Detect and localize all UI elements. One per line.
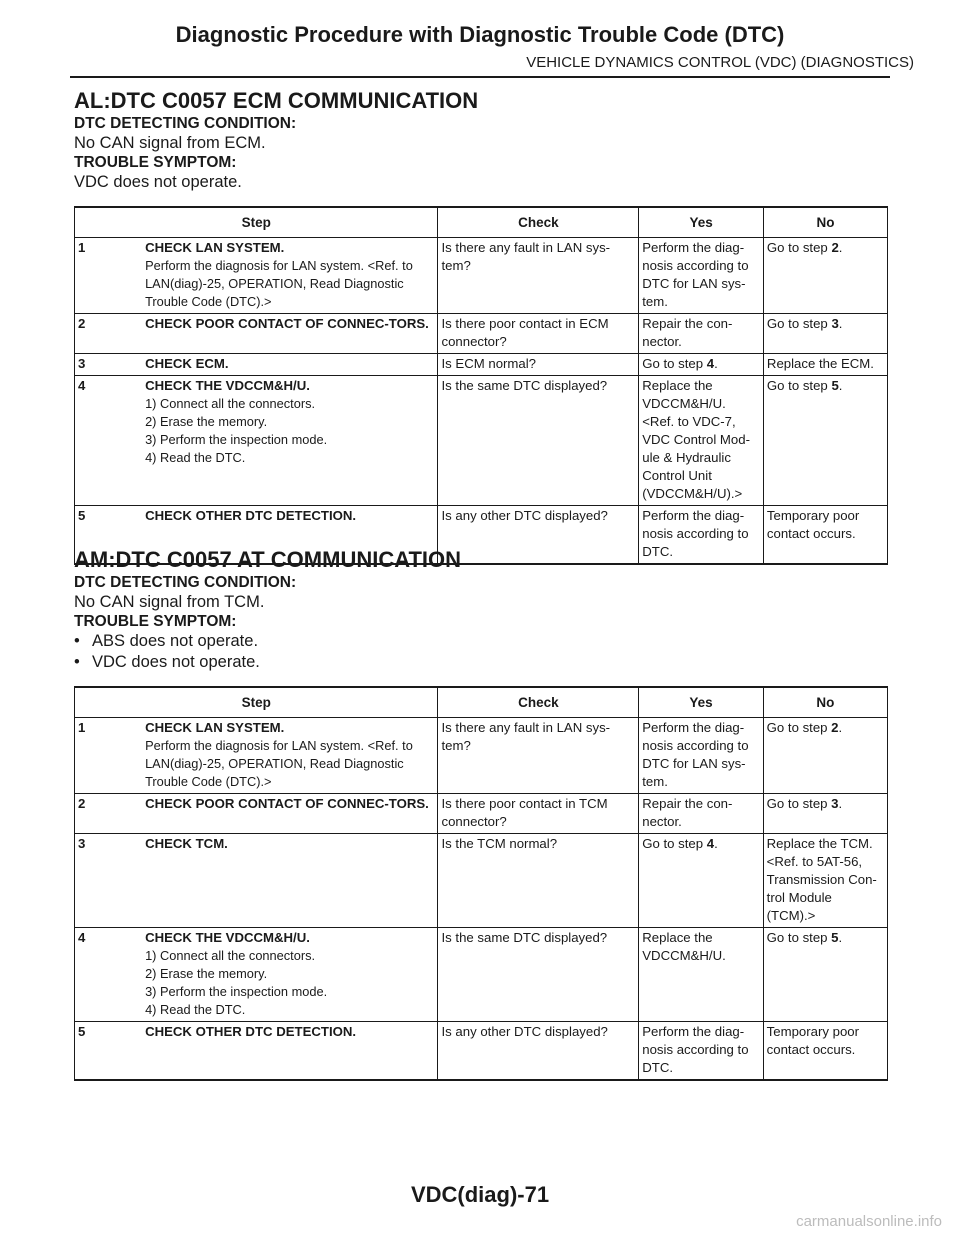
step-cell xyxy=(142,718,438,794)
table-row xyxy=(75,354,888,376)
step-title: CHECK POOR CONTACT OF CONNEC-TORS. xyxy=(145,796,429,811)
no-cell xyxy=(763,794,887,834)
section-am-condition-text: No CAN signal from TCM. xyxy=(74,593,265,611)
table-header-row xyxy=(75,687,888,718)
substep: 4) Read the DTC. xyxy=(145,1002,246,1017)
section-am-symptom-label: TROUBLE SYMPTOM: xyxy=(74,613,237,630)
yes-cell xyxy=(639,834,763,928)
goto-step-number: 2 xyxy=(831,720,839,735)
step-number: 4 xyxy=(75,928,143,1022)
step-substeps xyxy=(145,947,434,1019)
substep: 1) Connect all the connectors. xyxy=(145,948,316,963)
step-cell xyxy=(142,794,438,834)
step-number: 2 xyxy=(75,794,143,834)
check-header: Check xyxy=(438,207,639,238)
check-cell: Is any other DTC displayed? xyxy=(438,506,639,565)
goto-suffix: . xyxy=(838,930,843,945)
check-cell: Is any other DTC displayed? xyxy=(438,1022,639,1081)
step-title: CHECK THE VDCCM&H/U. xyxy=(145,930,310,945)
step-number: 2 xyxy=(75,314,143,354)
no-cell: Temporary poor contact occurs. xyxy=(763,1022,887,1081)
no-cell: Replace the ECM. xyxy=(763,354,887,376)
symptom-bullet-text: VDC does not operate. xyxy=(92,653,260,671)
table-row xyxy=(75,238,888,314)
goto-text: Go to step xyxy=(766,930,832,945)
section-al-symptom-text: VDC does not operate. xyxy=(74,173,242,191)
goto-step-number: 3 xyxy=(831,796,839,811)
yes-header: Yes xyxy=(639,207,764,238)
goto-text: Go to step xyxy=(642,836,707,851)
step-substeps xyxy=(145,395,434,467)
substep: 2) Erase the memory. xyxy=(145,414,268,429)
goto-suffix: . xyxy=(838,378,843,393)
no-cell xyxy=(763,928,887,1022)
check-cell: Is the TCM normal? xyxy=(438,834,639,928)
no-cell xyxy=(763,376,887,506)
step-cell xyxy=(142,928,438,1022)
no-cell: Replace the TCM. <Ref. to 5AT-56, Transmission Con-trol Module (TCM).> xyxy=(763,834,887,928)
section-am-condition-label: DTC DETECTING CONDITION: xyxy=(74,574,297,591)
header-divider xyxy=(70,76,890,78)
goto-step-number: 4 xyxy=(706,836,715,851)
symptom-bullet-text: ABS does not operate. xyxy=(92,632,259,650)
no-cell xyxy=(763,718,887,794)
yes-cell: Perform the diag-nosis according to DTC. xyxy=(639,1022,763,1081)
step-number: 5 xyxy=(75,506,143,565)
goto-text: Go to step xyxy=(642,356,707,371)
watermark: carmanualsonline.info xyxy=(796,1213,942,1230)
section-al-table xyxy=(74,206,888,565)
yes-header: Yes xyxy=(639,687,763,718)
step-title: CHECK OTHER DTC DETECTION. xyxy=(145,508,357,523)
step-detail: Perform the diagnosis for LAN system. <Ref. to LAN(diag)-25, OPERATION, Read Diagnostic Trouble Code (DTC).> xyxy=(145,258,413,309)
step-number: 3 xyxy=(75,834,143,928)
yes-cell: Repair the con-nector. xyxy=(639,794,763,834)
step-cell xyxy=(142,354,438,376)
step-header: Step xyxy=(75,687,438,718)
step-title: CHECK ECM. xyxy=(145,356,229,371)
step-title: CHECK LAN SYSTEM. xyxy=(145,720,285,735)
bullet-marker: • xyxy=(74,653,80,671)
section-al-title: AL:DTC C0057 ECM COMMUNICATION xyxy=(74,88,479,113)
step-title: CHECK THE VDCCM&H/U. xyxy=(145,378,310,393)
step-cell xyxy=(142,376,438,506)
yes-cell: Perform the diag-nosis according to DTC. xyxy=(639,506,764,565)
step-number: 3 xyxy=(75,354,143,376)
symptom-bullet xyxy=(74,653,260,672)
goto-step-number: 5 xyxy=(831,930,839,945)
goto-step-number: 5 xyxy=(831,378,839,393)
page-number: VDC(diag)-71 xyxy=(410,1182,550,1207)
step-number: 1 xyxy=(75,718,143,794)
goto-step-number: 2 xyxy=(831,240,839,255)
check-cell: Is the same DTC displayed? xyxy=(438,928,639,1022)
table-row xyxy=(75,718,888,794)
step-cell xyxy=(142,834,438,928)
substep: 2) Erase the memory. xyxy=(145,966,268,981)
goto-text: Go to step xyxy=(766,378,832,393)
step-cell xyxy=(142,238,438,314)
no-cell xyxy=(763,314,887,354)
step-cell xyxy=(142,314,438,354)
no-header: No xyxy=(763,687,887,718)
yes-cell: Replace the VDCCM&H/U. <Ref. to VDC-7, VDC Control Mod-ule & Hydraulic Control Unit (VDCCM&H/U).> xyxy=(639,376,764,506)
no-header: No xyxy=(763,207,887,238)
check-header: Check xyxy=(438,687,639,718)
bullet-marker: • xyxy=(74,632,80,650)
step-title: CHECK LAN SYSTEM. xyxy=(145,240,285,255)
step-cell xyxy=(142,1022,438,1081)
substep: 3) Perform the inspection mode. xyxy=(145,984,328,999)
check-cell: Is there poor contact in TCM connector? xyxy=(438,794,639,834)
step-title: CHECK TCM. xyxy=(145,836,228,851)
symptom-bullet xyxy=(74,632,258,651)
section-al-condition-label: DTC DETECTING CONDITION: xyxy=(74,115,297,132)
goto-text: Go to step xyxy=(766,316,832,331)
section-am-title: AM:DTC C0057 AT COMMUNICATION xyxy=(74,547,462,572)
goto-suffix: . xyxy=(714,356,718,371)
step-detail: Perform the diagnosis for LAN system. <Ref. to LAN(diag)-25, OPERATION, Read Diagnostic Trouble Code (DTC).> xyxy=(145,738,413,789)
yes-cell: Perform the diag-nosis according to DTC for LAN sys-tem. xyxy=(639,718,763,794)
goto-suffix: . xyxy=(838,240,843,255)
step-number: 1 xyxy=(75,238,143,314)
section-al-condition-text: No CAN signal from ECM. xyxy=(74,134,266,152)
check-cell: Is ECM normal? xyxy=(438,354,639,376)
goto-step-number: 3 xyxy=(831,316,839,331)
step-title: CHECK OTHER DTC DETECTION. xyxy=(145,1024,357,1039)
step-number: 4 xyxy=(75,376,143,506)
check-cell: Is there any fault in LAN sys-tem? xyxy=(438,718,639,794)
section-am-table xyxy=(74,686,888,1081)
goto-suffix: . xyxy=(838,720,843,735)
table-row xyxy=(75,794,888,834)
substep: 1) Connect all the connectors. xyxy=(145,396,316,411)
goto-suffix: . xyxy=(714,836,718,851)
goto-step-number: 4 xyxy=(706,356,715,371)
table-row xyxy=(75,928,888,1022)
page-subtitle: VEHICLE DYNAMICS CONTROL (VDC) (DIAGNOSTICS) xyxy=(526,54,914,71)
table-row xyxy=(75,376,888,506)
goto-text: Go to step xyxy=(766,240,832,255)
goto-suffix: . xyxy=(838,316,843,331)
substep: 4) Read the DTC. xyxy=(145,450,246,465)
table-row xyxy=(75,834,888,928)
yes-cell: Perform the diag-nosis according to DTC for LAN sys-tem. xyxy=(639,238,764,314)
step-number: 5 xyxy=(75,1022,143,1081)
table-header-row xyxy=(75,207,888,238)
check-cell: Is the same DTC displayed? xyxy=(438,376,639,506)
no-cell xyxy=(763,238,887,314)
step-title: CHECK POOR CONTACT OF CONNEC-TORS. xyxy=(145,316,429,331)
goto-text: Go to step xyxy=(766,796,832,811)
table-row xyxy=(75,1022,888,1081)
yes-cell: Replace the VDCCM&H/U. xyxy=(639,928,763,1022)
check-cell: Is there any fault in LAN sys-tem? xyxy=(438,238,639,314)
goto-text: Go to step xyxy=(766,720,832,735)
goto-suffix: . xyxy=(838,796,843,811)
substep: 3) Perform the inspection mode. xyxy=(145,432,328,447)
no-cell: Temporary poor contact occurs. xyxy=(763,506,887,565)
page-title: Diagnostic Procedure with Diagnostic Trouble Code (DTC) xyxy=(175,22,785,47)
yes-cell: Repair the con-nector. xyxy=(639,314,764,354)
section-al-symptom-label: TROUBLE SYMPTOM: xyxy=(74,154,237,171)
check-cell: Is there poor contact in ECM connector? xyxy=(438,314,639,354)
yes-cell xyxy=(639,354,764,376)
step-header: Step xyxy=(75,207,438,238)
table-row xyxy=(75,314,888,354)
